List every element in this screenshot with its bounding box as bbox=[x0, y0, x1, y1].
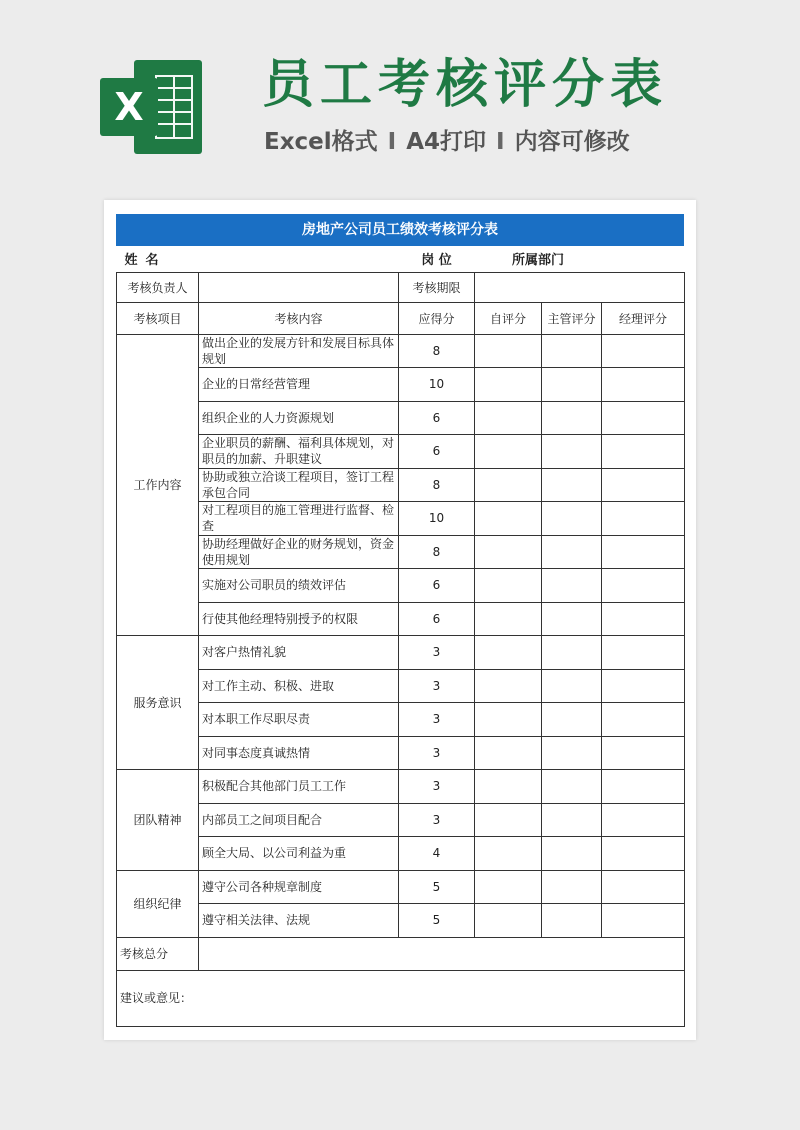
content-cell: 对本职工作尽职尽责 bbox=[199, 703, 399, 737]
gm-score-cell[interactable] bbox=[602, 870, 685, 904]
self-score-cell[interactable] bbox=[475, 602, 542, 636]
manager-score-cell[interactable] bbox=[542, 636, 602, 670]
self-score-cell[interactable] bbox=[475, 334, 542, 368]
content-cell: 对客户热情礼貌 bbox=[199, 636, 399, 670]
svg-text:X: X bbox=[114, 85, 144, 129]
suggestion-row bbox=[117, 970, 685, 1026]
self-score-cell[interactable] bbox=[475, 669, 542, 703]
self-score-cell[interactable] bbox=[475, 904, 542, 938]
self-score-cell[interactable] bbox=[475, 636, 542, 670]
table-row bbox=[117, 401, 685, 435]
self-score-cell[interactable] bbox=[475, 803, 542, 837]
department-value[interactable] bbox=[602, 246, 685, 272]
subtitle-separator: I bbox=[387, 129, 397, 155]
self-score-cell[interactable] bbox=[475, 401, 542, 435]
score-cell: 6 bbox=[399, 602, 475, 636]
content-cell: 做出企业的发展方针和发展目标具体规划 bbox=[199, 334, 399, 368]
self-score-cell[interactable] bbox=[475, 703, 542, 737]
category-cell: 工作内容 bbox=[117, 334, 199, 636]
col-header-self: 自评分 bbox=[475, 302, 542, 334]
manager-score-cell[interactable] bbox=[542, 602, 602, 636]
reviewer-value[interactable] bbox=[199, 272, 399, 302]
content-cell: 积极配合其他部门员工工作 bbox=[199, 770, 399, 804]
gm-score-cell[interactable] bbox=[602, 770, 685, 804]
manager-score-cell[interactable] bbox=[542, 837, 602, 871]
gm-score-cell[interactable] bbox=[602, 368, 685, 402]
table-row bbox=[117, 334, 685, 368]
content-cell: 实施对公司职员的绩效评估 bbox=[199, 569, 399, 603]
self-score-cell[interactable] bbox=[475, 569, 542, 603]
subtitle-separator: I bbox=[496, 129, 505, 155]
gm-score-cell[interactable] bbox=[602, 803, 685, 837]
manager-score-cell[interactable] bbox=[542, 334, 602, 368]
score-cell: 10 bbox=[399, 368, 475, 402]
table-row bbox=[117, 870, 685, 904]
content-cell: 企业的日常经营管理 bbox=[199, 368, 399, 402]
page-title: 员工考核评分表 bbox=[262, 55, 669, 115]
table-row bbox=[117, 837, 685, 871]
gm-score-cell[interactable] bbox=[602, 837, 685, 871]
suggestion-field[interactable]: 建议或意见： bbox=[117, 970, 685, 1026]
table-row bbox=[117, 535, 685, 569]
table-row bbox=[117, 770, 685, 804]
table-row bbox=[117, 669, 685, 703]
col-header-item: 考核项目 bbox=[117, 302, 199, 334]
gm-score-cell[interactable] bbox=[602, 703, 685, 737]
period-value[interactable] bbox=[475, 272, 685, 302]
self-score-cell[interactable] bbox=[475, 468, 542, 502]
content-cell: 遵守公司各种规章制度 bbox=[199, 870, 399, 904]
self-score-cell[interactable] bbox=[475, 535, 542, 569]
content-cell: 遵守相关法律、法规 bbox=[199, 904, 399, 938]
department-label: 所属部门 bbox=[475, 246, 602, 272]
self-score-cell[interactable] bbox=[475, 770, 542, 804]
form-sheet bbox=[104, 200, 696, 1040]
info-row bbox=[117, 246, 685, 272]
self-score-cell[interactable] bbox=[475, 368, 542, 402]
table-row bbox=[117, 502, 685, 536]
content-cell: 对同事态度真诚热情 bbox=[199, 736, 399, 770]
score-cell: 5 bbox=[399, 870, 475, 904]
content-cell: 内部员工之间项目配合 bbox=[199, 803, 399, 837]
score-cell: 8 bbox=[399, 468, 475, 502]
total-value[interactable] bbox=[199, 937, 685, 970]
evaluation-table bbox=[116, 246, 685, 1027]
score-cell: 6 bbox=[399, 569, 475, 603]
col-header-content: 考核内容 bbox=[199, 302, 399, 334]
excel-logo-icon bbox=[98, 56, 204, 158]
col-header-score: 应得分 bbox=[399, 302, 475, 334]
table-row bbox=[117, 736, 685, 770]
score-cell: 3 bbox=[399, 669, 475, 703]
score-cell: 3 bbox=[399, 703, 475, 737]
category-cell: 服务意识 bbox=[117, 636, 199, 770]
self-score-cell[interactable] bbox=[475, 736, 542, 770]
manager-score-cell[interactable] bbox=[542, 502, 602, 536]
content-cell: 顾全大局、以公司利益为重 bbox=[199, 837, 399, 871]
content-cell: 对工作主动、积极、进取 bbox=[199, 669, 399, 703]
table-row bbox=[117, 569, 685, 603]
manager-score-cell[interactable] bbox=[542, 736, 602, 770]
gm-score-cell[interactable] bbox=[602, 669, 685, 703]
table-row bbox=[117, 636, 685, 670]
score-cell: 6 bbox=[399, 435, 475, 469]
manager-score-cell[interactable] bbox=[542, 870, 602, 904]
manager-score-cell[interactable] bbox=[542, 770, 602, 804]
gm-score-cell[interactable] bbox=[602, 904, 685, 938]
subtitle-editable: 内容可修改 bbox=[514, 129, 630, 155]
period-label: 考核期限 bbox=[399, 272, 475, 302]
content-cell: 企业职员的薪酬、福利具体规划，对职员的加薪、升职建议 bbox=[199, 435, 399, 469]
manager-score-cell[interactable] bbox=[542, 904, 602, 938]
manager-score-cell[interactable] bbox=[542, 569, 602, 603]
page-subtitle bbox=[264, 126, 734, 158]
score-cell: 3 bbox=[399, 736, 475, 770]
manager-score-cell[interactable] bbox=[542, 669, 602, 703]
name-label: 姓名 bbox=[117, 246, 199, 272]
score-cell: 3 bbox=[399, 770, 475, 804]
col-header-manager: 主管评分 bbox=[542, 302, 602, 334]
col-header-gm: 经理评分 bbox=[602, 302, 685, 334]
score-cell: 3 bbox=[399, 636, 475, 670]
gm-score-cell[interactable] bbox=[602, 736, 685, 770]
category-cell: 组织纪律 bbox=[117, 870, 199, 937]
manager-score-cell[interactable] bbox=[542, 401, 602, 435]
manager-score-cell[interactable] bbox=[542, 535, 602, 569]
gm-score-cell[interactable] bbox=[602, 435, 685, 469]
table-row bbox=[117, 803, 685, 837]
manager-score-cell[interactable] bbox=[542, 435, 602, 469]
column-header-row bbox=[117, 302, 685, 334]
total-row bbox=[117, 937, 685, 970]
self-score-cell[interactable] bbox=[475, 435, 542, 469]
gm-score-cell[interactable] bbox=[602, 502, 685, 536]
reviewer-label: 考核负责人 bbox=[117, 272, 199, 302]
content-cell: 组织企业的人力资源规划 bbox=[199, 401, 399, 435]
score-cell: 5 bbox=[399, 904, 475, 938]
subtitle-format: Excel格式 bbox=[264, 129, 378, 155]
content-cell: 协助或独立洽谈工程项目，签订工程承包合同 bbox=[199, 468, 399, 502]
self-score-cell[interactable] bbox=[475, 502, 542, 536]
table-row bbox=[117, 435, 685, 469]
form-title: 房地产公司员工绩效考核评分表 bbox=[116, 214, 684, 246]
manager-score-cell[interactable] bbox=[542, 803, 602, 837]
content-cell: 对工程项目的施工管理进行监督、检查 bbox=[199, 502, 399, 536]
manager-score-cell[interactable] bbox=[542, 368, 602, 402]
score-cell: 10 bbox=[399, 502, 475, 536]
gm-score-cell[interactable] bbox=[602, 636, 685, 670]
gm-score-cell[interactable] bbox=[602, 569, 685, 603]
gm-score-cell[interactable] bbox=[602, 468, 685, 502]
content-cell: 协助经理做好企业的财务规划，资金使用规划 bbox=[199, 535, 399, 569]
gm-score-cell[interactable] bbox=[602, 401, 685, 435]
self-score-cell[interactable] bbox=[475, 870, 542, 904]
score-cell: 8 bbox=[399, 535, 475, 569]
gm-score-cell[interactable] bbox=[602, 334, 685, 368]
position-label: 岗 位 bbox=[399, 246, 475, 272]
table-row bbox=[117, 468, 685, 502]
gm-score-cell[interactable] bbox=[602, 535, 685, 569]
subtitle-print: A4打印 bbox=[406, 129, 487, 155]
manager-score-cell[interactable] bbox=[542, 703, 602, 737]
table-row bbox=[117, 368, 685, 402]
content-cell: 行使其他经理特别授予的权限 bbox=[199, 602, 399, 636]
score-cell: 6 bbox=[399, 401, 475, 435]
gm-score-cell[interactable] bbox=[602, 602, 685, 636]
table-row bbox=[117, 703, 685, 737]
table-row bbox=[117, 904, 685, 938]
score-cell: 4 bbox=[399, 837, 475, 871]
table-row bbox=[117, 602, 685, 636]
reviewer-row bbox=[117, 272, 685, 302]
page-header bbox=[0, 0, 800, 190]
category-cell: 团队精神 bbox=[117, 770, 199, 871]
score-cell: 8 bbox=[399, 334, 475, 368]
score-cell: 3 bbox=[399, 803, 475, 837]
self-score-cell[interactable] bbox=[475, 837, 542, 871]
total-label: 考核总分 bbox=[117, 937, 199, 970]
name-value[interactable] bbox=[199, 246, 399, 272]
manager-score-cell[interactable] bbox=[542, 468, 602, 502]
